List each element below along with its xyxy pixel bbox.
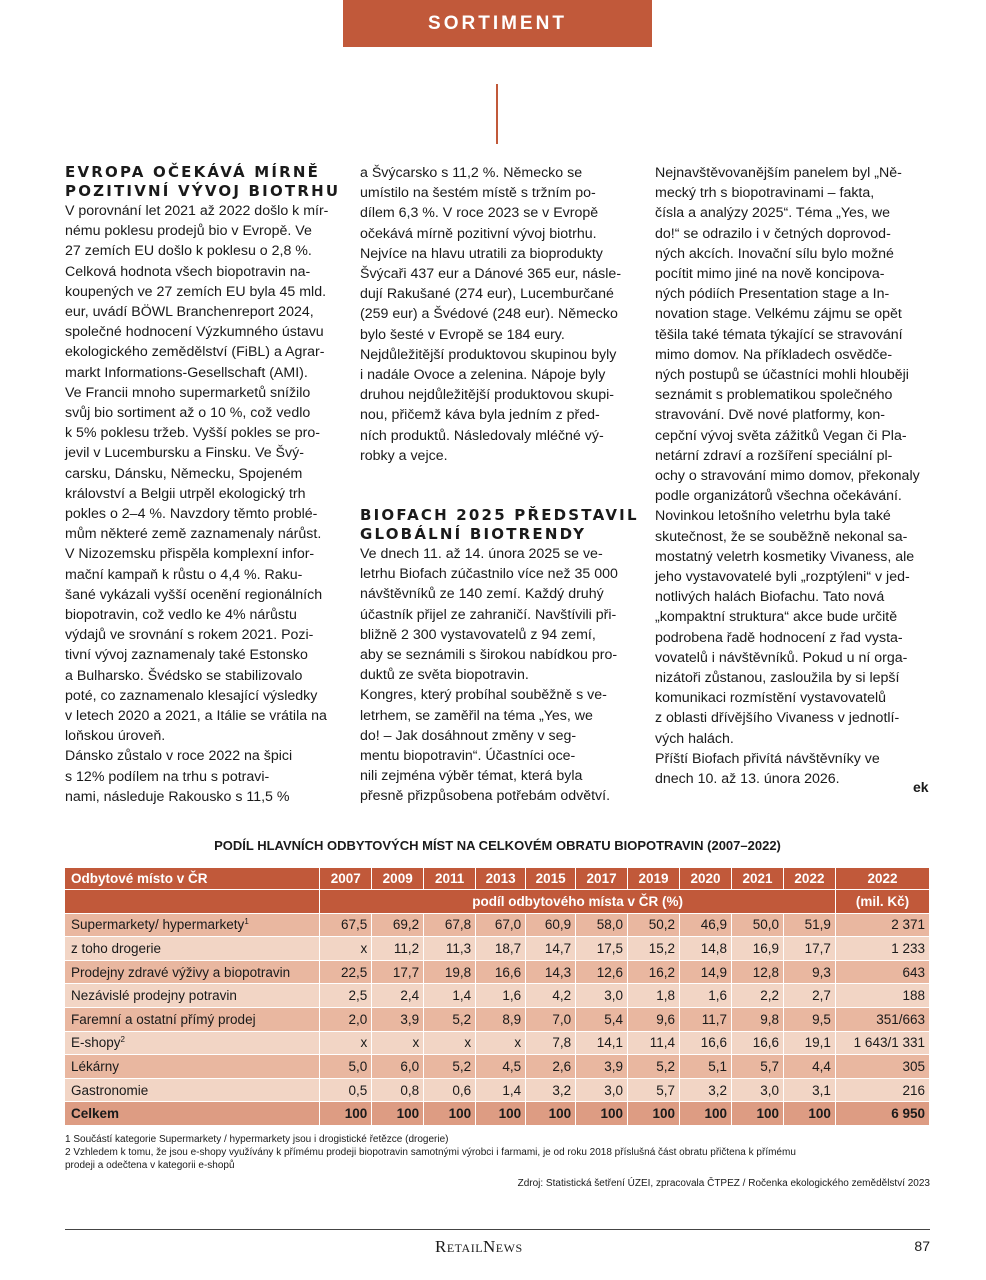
text-line: Nejvíce na hlavu utratili za bioprodukty [360, 245, 603, 262]
value-cell: 12,6 [576, 960, 628, 984]
text-line: k 5% poklesu tržeb. Vyšší pokles se pro- [65, 425, 320, 442]
text-line: ekologického zemědělství (FiBL) a Agrar- [65, 344, 325, 361]
table-header-row [65, 868, 930, 890]
value-cell: 3,9 [372, 1007, 424, 1031]
text-line: seznámit s problematikou společného [655, 387, 893, 404]
row-label [65, 1007, 320, 1031]
text-line: nému poklesu prodejů bio v Evropě. Ve [65, 223, 312, 240]
value-cell: 60,9 [526, 913, 576, 937]
value-cell: x [320, 1031, 372, 1055]
value-cell: 3,0 [576, 1078, 628, 1102]
text-line: V porovnání let 2021 až 2022 došlo k mír- [65, 203, 329, 219]
footnote-marker: 2 [120, 1035, 125, 1045]
text-line: podrobena řadě hodnocení z řad vysta- [655, 629, 903, 646]
revenue-cell: 188 [835, 984, 929, 1008]
text-line: společné hodnocení Výzkumného ústavu [65, 324, 324, 341]
unit-label: (mil. Kč) [835, 890, 929, 914]
value-cell: 5,7 [732, 1055, 784, 1079]
table-row [65, 1031, 930, 1055]
value-cell: 5,2 [424, 1007, 476, 1031]
text-line: nili zejména výběr témat, která byla [360, 768, 583, 785]
value-cell: 5,1 [680, 1055, 732, 1079]
table-footnotes [65, 1133, 930, 1172]
value-cell: 100 [628, 1102, 680, 1126]
text-line: účastník přijel ze zahraničí. Navštívili při- [360, 606, 617, 623]
text-line: Švýcaři 437 eur a Dánové 365 eur, násle- [360, 266, 622, 283]
heading-line: POZITIVNÍ VÝVOJ BIOTRHU [65, 182, 341, 200]
text-line: duktů ze světa biopotravin. [360, 667, 529, 684]
text-line: mentu biopotravin“. Účastníci oce- [360, 748, 576, 765]
footnote-line: 2 Vzhledem k tomu, že jsou e-shopy využívány k přímému prodeji biopotravin samotnými výrobci i farmami, je od roku 2018 příslušná část obratu přičtena k přímému [65, 1147, 796, 1158]
value-cell: 0,6 [424, 1078, 476, 1102]
value-cell: 16,6 [680, 1031, 732, 1055]
value-cell: 17,7 [372, 960, 424, 984]
text-line: nou, přičemž káva byla jedním z před- [360, 407, 600, 424]
value-cell: 100 [576, 1102, 628, 1126]
text-line: netární zdraví a rozšíření speciální pl- [655, 447, 893, 464]
value-cell: 14,7 [526, 937, 576, 961]
text-line: mační kampaň k růstu o 4,4 %. Raku- [65, 566, 303, 583]
value-cell: 3,2 [680, 1078, 732, 1102]
row-label-text: Gastronomie [71, 1082, 149, 1098]
value-cell: 15,2 [628, 937, 680, 961]
table-row [65, 1055, 930, 1079]
revenue-cell: 216 [835, 1078, 929, 1102]
value-cell: 67,5 [320, 913, 372, 937]
text-line: mům některé země zaznamenaly nárůst. [65, 526, 322, 543]
row-label [65, 1031, 320, 1055]
text-line: v letech 2020 a 2021, a Itálie se vrátila na [65, 708, 327, 725]
text-line: království a Belgii utrpěl ekologický trh [65, 485, 306, 502]
text-line: dují Rakušané (274 eur), Lucemburčané [360, 286, 614, 303]
text-line: ných akcích. Inovační sílu bylo možné [655, 245, 894, 262]
value-cell: 100 [783, 1102, 835, 1126]
value-cell: 1,8 [628, 984, 680, 1008]
text-line: nami, následuje Rakousko s 11,5 % [65, 788, 290, 805]
value-cell: 7,0 [526, 1007, 576, 1031]
heading-line: GLOBÁLNÍ BIOTRENDY [360, 525, 587, 544]
value-cell: 9,5 [783, 1007, 835, 1031]
value-cell: 5,2 [424, 1055, 476, 1079]
heading-line: EVROPA OČEKÁVÁ MÍRNĚ [65, 163, 321, 181]
text-line: podle organizátorů všechna očekávání. [655, 488, 902, 505]
revenue-cell: 2 371 [835, 913, 929, 937]
value-cell: 3,9 [576, 1055, 628, 1079]
text-line: koupených ve 27 zemích EU byla 45 mld. [65, 283, 327, 300]
value-cell: 100 [526, 1102, 576, 1126]
text-line: přesně přizpůsobena potřebám odvětví. [360, 788, 611, 805]
value-cell: 17,7 [783, 937, 835, 961]
revenue-cell: 351/663 [835, 1007, 929, 1031]
table-row [65, 937, 930, 961]
text-line: šané vykázali vyšší ocenění regionálních [65, 586, 323, 603]
text-line: a Bulharsko. Švédsko se stabilizovalo [65, 667, 303, 684]
value-cell: 1,6 [680, 984, 732, 1008]
text-line: vovatelů i návštěvníků. Pokud u ní orga- [655, 649, 908, 666]
text-line: tivní vývoj zaznamenaly také Estonsko [65, 647, 308, 664]
section-label: SORTIMENT [428, 12, 567, 34]
text-line: nizátoři zůstanou, zasloužila by si lepší [655, 670, 900, 687]
text-line: ních produktů. Následovaly mléčné vý- [360, 427, 604, 444]
text-line: čísla a analýzy 2025“. Téma „Yes, we [655, 205, 890, 222]
value-cell: 12,8 [732, 960, 784, 984]
text-line: notlivých halách Biofachu. Tato nová [655, 589, 885, 606]
text-line: Příští Biofach přivítá návštěvníky ve [655, 750, 880, 767]
text-line: (259 eur) a Švédové (248 eur). Německo [360, 306, 618, 323]
table-total-row [65, 1102, 930, 1126]
text-line: očekává mírně pozitivní vývoj biotrhu. [360, 225, 597, 242]
year-header: 2017 [576, 868, 628, 890]
article-column-1 [65, 163, 355, 807]
value-cell: 5,0 [320, 1055, 372, 1079]
column-header: Odbytové místo v ČR [65, 868, 320, 890]
value-cell: x [372, 1031, 424, 1055]
row-label-text: Supermarkety/ hypermarkety [71, 917, 245, 933]
footnote-line: prodeji a odečtena v kategorii e-shopů [65, 1160, 235, 1171]
row-label [65, 984, 320, 1008]
text-line: poté, co zaznamenalo klesající výsledky [65, 687, 318, 704]
value-cell: 16,2 [628, 960, 680, 984]
text-line: cepční vývoj světa zážitků Vegan či Pla- [655, 427, 907, 444]
value-cell: 11,3 [424, 937, 476, 961]
year-header: 2021 [732, 868, 784, 890]
row-label [65, 1078, 320, 1102]
value-cell: 46,9 [680, 913, 732, 937]
article-column-2 [360, 163, 642, 807]
column-2-text [360, 163, 642, 466]
year-header: 2013 [476, 868, 526, 890]
text-line: z oblasti dřívějšího Vivaness v jednotlí- [655, 710, 900, 727]
value-cell: 50,0 [732, 913, 784, 937]
value-cell: 1,6 [476, 984, 526, 1008]
author-signature: ek [913, 779, 929, 795]
value-cell: 5,2 [628, 1055, 680, 1079]
value-cell: 50,2 [628, 913, 680, 937]
text-line: robky a vejce. [360, 447, 448, 464]
year-header: 2022 [783, 868, 835, 890]
revenue-cell: 643 [835, 960, 929, 984]
text-line: bylo šesté v Evropě se 184 eury. [360, 326, 565, 343]
header-blank [65, 890, 320, 914]
text-line: dílem 6,3 %. V roce 2023 se v Evropě [360, 205, 599, 222]
value-cell: 14,8 [680, 937, 732, 961]
text-line: ných postupů se účastníci mohli hlouběji [655, 367, 909, 384]
text-line: Ve Francii mnoho supermarketů snížilo [65, 384, 311, 401]
value-cell: 4,5 [476, 1055, 526, 1079]
row-label: Celkem [65, 1102, 320, 1126]
value-cell: 58,0 [576, 913, 628, 937]
value-cell: 100 [372, 1102, 424, 1126]
value-cell: 5,4 [576, 1007, 628, 1031]
sales-channel-table [65, 868, 930, 1126]
text-line: ochy o stravování mimo domov, překonaly [655, 468, 920, 485]
revenue-cell: 1 643/1 331 [835, 1031, 929, 1055]
text-line: Celková hodnota všech biopotravin na- [65, 263, 311, 280]
value-cell: 3,1 [783, 1078, 835, 1102]
text-line: aby se seznámili s širokou nabídkou pro- [360, 647, 618, 664]
value-cell: x [424, 1031, 476, 1055]
table-row [65, 913, 930, 937]
table-row [65, 1078, 930, 1102]
text-line: V Nizozemsku přispěla komplexní infor- [65, 546, 315, 563]
text-line: do! – Jak dosáhnout změny v seg- [360, 727, 577, 744]
table-source: Zdroj: Statistická šetření ÚZEI, zpracovala ČTPEZ / Ročenka ekologického zemědělství 2023 [517, 1178, 930, 1189]
row-label [65, 960, 320, 984]
text-line: bližně 2 300 vystavovatelů z 94 zemí, [360, 626, 596, 643]
heading-line: BIOFACH 2025 PŘEDSTAVIL [360, 506, 639, 525]
value-cell: 22,5 [320, 960, 372, 984]
value-cell: x [320, 937, 372, 961]
value-cell: 100 [320, 1102, 372, 1126]
column-1-text [65, 201, 355, 807]
revenue-cell: 1 233 [835, 937, 929, 961]
text-line: komunikaci rozmístění vystavovatelů [655, 690, 887, 707]
text-line: i nadále Ovoce a zelenina. Nápoje byly [360, 367, 606, 384]
row-label [65, 913, 320, 937]
value-cell: 0,5 [320, 1078, 372, 1102]
text-line: pokles o 2–4 %. Navzdory těmto problé- [65, 506, 318, 523]
value-cell: 11,7 [680, 1007, 732, 1031]
row-label-text: Faremní a ostatní přímý prodej [71, 1011, 256, 1027]
value-cell: 16,9 [732, 937, 784, 961]
value-cell: 100 [732, 1102, 784, 1126]
year-header: 2020 [680, 868, 732, 890]
value-cell: 2,7 [783, 984, 835, 1008]
year-header: 2015 [526, 868, 576, 890]
table-title: PODÍL HLAVNÍCH ODBYTOVÝCH MÍST NA CELKOVÉM OBRATU BIOPOTRAVIN (2007–2022) [214, 838, 781, 853]
text-line: pocítit mimo jiné na nově koncipova- [655, 266, 885, 283]
page-number: 87 [914, 1238, 930, 1254]
text-line: mostatný veletrh kosmetiky Vivaness, ale [655, 548, 915, 565]
text-line: eur, uvádí BÖWL Branchenreport 2024, [65, 304, 314, 321]
value-cell: 2,4 [372, 984, 424, 1008]
text-line: do!“ se odrazilo i v četných doprovod- [655, 225, 891, 242]
footer-rule [65, 1229, 930, 1230]
text-line: Nejdůležitější produktovou skupinou byly [360, 346, 617, 363]
value-cell: 14,3 [526, 960, 576, 984]
magazine-logo: RetailNews [435, 1237, 523, 1256]
text-line: Nejnavštěvovanějším panelem byl „Ně- [655, 165, 902, 181]
column-3-text [655, 163, 935, 789]
text-line: novation stage. Velkému zájmu se opět [655, 306, 902, 323]
text-line: návštěvníků ze 140 zemí. Každý druhý [360, 586, 604, 603]
row-label-text: z toho drogerie [71, 940, 162, 956]
table-row [65, 1007, 930, 1031]
value-cell: 7,8 [526, 1031, 576, 1055]
value-cell: 1,4 [424, 984, 476, 1008]
text-line: letrhem, se zaměřil na téma „Yes, we [360, 707, 593, 724]
text-line: Kongres, který probíhal souběžně s ve- [360, 687, 607, 704]
value-cell: 18,7 [476, 937, 526, 961]
value-cell: 51,9 [783, 913, 835, 937]
value-cell: 2,5 [320, 984, 372, 1008]
value-cell: 9,8 [732, 1007, 784, 1031]
value-cell: 5,7 [628, 1078, 680, 1102]
table-row [65, 960, 930, 984]
text-line: loňskou úroveň. [65, 728, 166, 745]
text-line: vých halách. [655, 730, 734, 747]
year-header: 2007 [320, 868, 372, 890]
article-heading-2 [360, 506, 642, 544]
decorative-divider [496, 84, 498, 144]
text-line: stravování. Dvě nové platformy, kon- [655, 407, 885, 424]
text-line: carsku, Dánsku, Německu, Spojeném [65, 465, 303, 482]
value-cell: 100 [424, 1102, 476, 1126]
value-cell: 100 [476, 1102, 526, 1126]
text-line: markt Informations-Gesellschaft (AMI). [65, 364, 308, 381]
row-label-text: Lékárny [71, 1058, 120, 1074]
text-line: druhou nejdůležitější produktovou skupi- [360, 387, 614, 404]
value-cell: 9,3 [783, 960, 835, 984]
text-line: ných pódiích Presentation stage a In- [655, 286, 890, 303]
value-cell: 2,2 [732, 984, 784, 1008]
article-heading-1 [65, 163, 355, 201]
text-line: svůj bio sortiment až o 10 %, což vedlo [65, 405, 311, 422]
text-line: „kompaktní struktura“ akce bude určitě [655, 609, 898, 626]
year-header: 2022 [835, 868, 929, 890]
value-cell: 1,4 [476, 1078, 526, 1102]
value-cell: 19,8 [424, 960, 476, 984]
text-line: jeho vystavovatelé byli „rozptýleni“ v jed- [655, 569, 910, 586]
text-line: těšila také témata týkající se stravování [655, 326, 903, 343]
value-cell: 67,8 [424, 913, 476, 937]
value-cell: 0,8 [372, 1078, 424, 1102]
text-line: a Švýcarsko s 11,2 %. Německo se [360, 165, 583, 181]
text-line: 27 zemích EU došlo k poklesu o 2,8 %. [65, 243, 312, 260]
value-cell: 67,0 [476, 913, 526, 937]
text-line: Dánsko zůstalo v roce 2022 na špici [65, 748, 293, 765]
revenue-cell: 305 [835, 1055, 929, 1079]
text-line: s 12% podílem na trhu s potravi- [65, 768, 270, 785]
row-label [65, 1055, 320, 1079]
row-label-text: Prodejny zdravé výživy a biopotravin [71, 964, 291, 980]
value-cell: 9,6 [628, 1007, 680, 1031]
value-cell: 16,6 [732, 1031, 784, 1055]
value-cell: 14,9 [680, 960, 732, 984]
value-cell: 4,4 [783, 1055, 835, 1079]
text-line: výdajů ve srovnání s rokem 2021. Pozi- [65, 627, 314, 644]
text-line: skutečnost, že se souběžně nekonal sa- [655, 528, 908, 545]
row-label [65, 937, 320, 961]
text-line: umístilo na šestém místě s tržním po- [360, 185, 596, 202]
value-cell: 14,1 [576, 1031, 628, 1055]
value-cell: 6,0 [372, 1055, 424, 1079]
value-cell: 3,0 [576, 984, 628, 1008]
text-line: Ve dnech 11. až 14. února 2025 se ve- [360, 546, 603, 563]
share-label: podíl odbytového místa v ČR (%) [320, 890, 836, 914]
table-subheader-row [65, 890, 930, 914]
value-cell: 17,5 [576, 937, 628, 961]
value-cell: 2,6 [526, 1055, 576, 1079]
row-label-text: E-shopy [71, 1035, 121, 1051]
section-tab [343, 0, 652, 47]
value-cell: 11,2 [372, 937, 424, 961]
text-line: Novinkou letošního veletrhu byla také [655, 508, 891, 525]
column-2-text-b [360, 544, 642, 807]
text-line: letrhu Biofach zúčastnilo více než 35 000 [360, 566, 618, 583]
year-header: 2019 [628, 868, 680, 890]
footnote-marker: 1 [244, 917, 249, 927]
text-line: dnech 10. až 13. února 2026. [655, 771, 840, 788]
row-label-text: Nezávislé prodejny potravin [71, 988, 237, 1004]
text-line: mecký trh s biopotravinami – fakta, [655, 185, 875, 202]
value-cell: 69,2 [372, 913, 424, 937]
value-cell: 4,2 [526, 984, 576, 1008]
footnote-line: 1 Součástí kategorie Supermarkety / hypermarkety jsou i drogistické řetězce (drogerie) [65, 1134, 449, 1145]
value-cell: 8,9 [476, 1007, 526, 1031]
article-column-3 [655, 163, 935, 789]
table-row [65, 984, 930, 1008]
value-cell: 19,1 [783, 1031, 835, 1055]
text-line: jevil v Lucembursku a Finsku. Ve Švý- [65, 445, 304, 462]
value-cell: 11,4 [628, 1031, 680, 1055]
year-header: 2009 [372, 868, 424, 890]
value-cell: 16,6 [476, 960, 526, 984]
text-line: biopotravin, což vedlo ke 4% nárůstu [65, 607, 297, 624]
year-header: 2011 [424, 868, 476, 890]
value-cell: 3,2 [526, 1078, 576, 1102]
value-cell: 3,0 [732, 1078, 784, 1102]
text-line: mimo domov. Na příkladech osvědče- [655, 346, 893, 363]
value-cell: 100 [680, 1102, 732, 1126]
value-cell: 2,0 [320, 1007, 372, 1031]
value-cell: x [476, 1031, 526, 1055]
revenue-cell: 6 950 [835, 1102, 929, 1126]
